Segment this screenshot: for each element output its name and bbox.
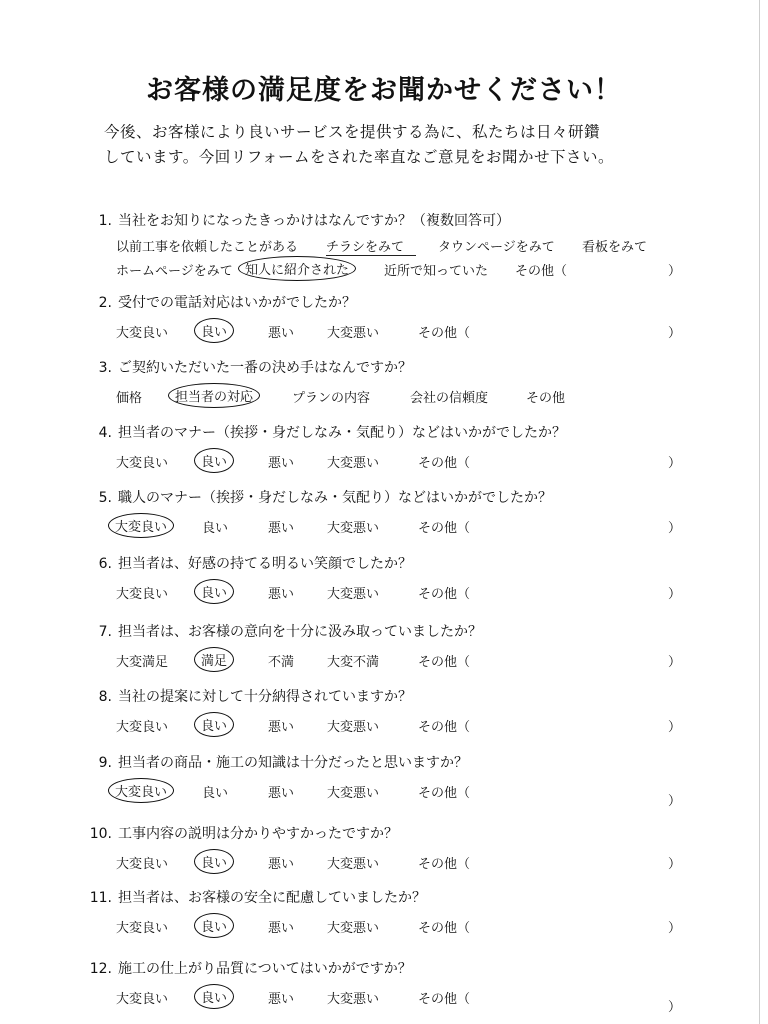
close-paren: ） xyxy=(668,794,682,809)
answer-option[interactable]: 以前工事を依頼したことがある xyxy=(116,240,299,255)
question-10 xyxy=(78,823,398,843)
answer-option[interactable]: 大変良い xyxy=(116,921,169,936)
close-paren: ） xyxy=(668,521,682,536)
answer-option[interactable]: 大変悪い xyxy=(327,521,380,536)
answer-option[interactable]: 悪い xyxy=(268,786,295,801)
close-paren: ） xyxy=(668,587,682,602)
answer-option[interactable]: ホームページをみて xyxy=(116,264,233,279)
question-number: 5. xyxy=(98,490,112,506)
question-number: 12. xyxy=(89,961,112,977)
question-8 xyxy=(78,686,412,706)
answer-option[interactable]: 悪い xyxy=(268,521,295,536)
question-2 xyxy=(78,292,356,312)
answer-option[interactable]: その他（ xyxy=(418,720,471,735)
answer-option-selected[interactable]: 良い xyxy=(194,318,234,343)
close-paren: ） xyxy=(668,326,682,341)
answer-option[interactable]: その他（ xyxy=(515,264,568,279)
answer-option-selected[interactable]: 良い xyxy=(194,712,234,737)
answer-option-selected[interactable]: 良い xyxy=(194,448,234,473)
answer-option[interactable]: チラシをみて xyxy=(326,240,405,255)
answer-option[interactable]: その他（ xyxy=(418,786,471,801)
question-text: 当社をお知りになったきっかけはなんですか？（複数回答可） xyxy=(118,213,510,229)
question-text: 担当者は、お客様の意向を十分に汲み取っていましたか？ xyxy=(118,624,482,640)
question-number: 10. xyxy=(89,826,112,842)
answer-option[interactable]: タウンページをみて xyxy=(438,240,555,255)
question-text: 担当者は、好感の持てる明るい笑顔でしたか？ xyxy=(118,556,412,572)
question-number: 9. xyxy=(98,755,112,771)
intro-line-2: しています。今回リフォームをされた率直なご意見をお聞かせ下さい。 xyxy=(104,148,614,166)
question-text: ご契約いただいた一番の決め手はなんですか？ xyxy=(118,360,412,376)
answer-option[interactable]: 大変悪い xyxy=(327,326,380,341)
answer-option[interactable]: 不満 xyxy=(268,655,295,670)
answer-option[interactable]: 大変悪い xyxy=(327,456,380,471)
question-number: 6. xyxy=(98,556,112,572)
answer-option-selected[interactable]: 満足 xyxy=(194,647,234,672)
question-9 xyxy=(78,752,468,772)
answer-option-selected[interactable]: 大変良い xyxy=(108,778,174,803)
answer-option[interactable]: 大変悪い xyxy=(327,921,380,936)
answer-option[interactable]: 大変悪い xyxy=(327,720,380,735)
question-7 xyxy=(78,621,482,641)
question-4 xyxy=(78,422,566,442)
question-3 xyxy=(78,357,412,377)
question-number: 1. xyxy=(98,213,112,229)
answer-option[interactable]: 大変満足 xyxy=(116,655,169,670)
answer-option[interactable]: 大変悪い xyxy=(327,992,380,1007)
answer-option[interactable]: その他（ xyxy=(418,326,471,341)
question-text: 施工の仕上がり品質についてはいかがですか？ xyxy=(118,961,412,977)
answer-option[interactable]: 大変良い xyxy=(116,857,169,872)
answer-option[interactable]: 悪い xyxy=(268,326,295,341)
answer-option[interactable]: 大変不満 xyxy=(327,655,380,670)
close-paren: ） xyxy=(668,264,682,279)
answer-option[interactable]: 悪い xyxy=(268,857,295,872)
answer-option[interactable]: その他（ xyxy=(418,521,471,536)
close-paren: ） xyxy=(668,655,682,670)
page-title: お客様の満足度をお聞かせください！ xyxy=(146,75,622,106)
answer-option[interactable]: 大変良い xyxy=(116,456,169,471)
question-11 xyxy=(78,887,426,907)
answer-option[interactable]: その他（ xyxy=(418,456,471,471)
answer-option[interactable]: 会社の信頼度 xyxy=(410,391,489,406)
answer-option[interactable]: その他（ xyxy=(418,857,471,872)
question-number: 4. xyxy=(98,425,112,441)
question-text: 受付での電話対応はいかがでしたか？ xyxy=(118,295,356,311)
answer-option[interactable]: 良い xyxy=(202,786,229,801)
intro-line-1: 今後、お客様により良いサービスを提供する為に、私たちは日々研鑽 xyxy=(104,123,601,141)
answer-option[interactable]: 悪い xyxy=(268,456,295,471)
answer-option[interactable]: 看板をみて xyxy=(582,240,648,255)
answer-option[interactable]: その他 xyxy=(526,391,566,406)
answer-option[interactable]: 大変良い xyxy=(116,587,169,602)
answer-option[interactable]: 大変良い xyxy=(116,326,169,341)
question-text: 工事内容の説明は分かりやすかったですか？ xyxy=(118,826,398,842)
answer-option[interactable]: 良い xyxy=(202,521,229,536)
answer-option-selected[interactable]: 良い xyxy=(194,913,234,938)
close-paren: ） xyxy=(668,456,682,471)
question-number: 2. xyxy=(98,295,112,311)
answer-option-selected[interactable]: 大変良い xyxy=(108,513,174,538)
answer-option[interactable]: 大変良い xyxy=(116,992,169,1007)
answer-option[interactable]: 悪い xyxy=(268,720,295,735)
question-text: 担当者は、お客様の安全に配慮していましたか？ xyxy=(118,890,426,906)
answer-option[interactable]: 大変悪い xyxy=(327,786,380,801)
question-number: 8. xyxy=(98,689,112,705)
question-5 xyxy=(78,487,552,507)
question-number: 7. xyxy=(98,624,112,640)
question-text: 当社の提案に対して十分納得されていますか？ xyxy=(118,689,412,705)
answer-option[interactable]: プランの内容 xyxy=(292,391,371,406)
answer-option[interactable]: その他（ xyxy=(418,655,471,670)
answer-option-selected[interactable]: 良い xyxy=(194,579,234,604)
question-1 xyxy=(78,210,510,230)
answer-option-selected[interactable]: 担当者の対応 xyxy=(168,383,260,408)
underline-mark xyxy=(326,255,416,256)
answer-option[interactable]: 悪い xyxy=(268,587,295,602)
close-paren: ） xyxy=(668,921,682,936)
close-paren: ） xyxy=(668,720,682,735)
answer-option[interactable]: 大変悪い xyxy=(327,587,380,602)
answer-option[interactable]: 大変良い xyxy=(116,720,169,735)
answer-option-selected[interactable]: 知人に紹介された xyxy=(238,256,356,281)
answer-option[interactable]: 悪い xyxy=(268,992,295,1007)
close-paren: ） xyxy=(668,1000,682,1015)
question-12 xyxy=(78,958,412,978)
answer-option[interactable]: 悪い xyxy=(268,921,295,936)
question-text: 職人のマナー（挨拶・身だしなみ・気配り）などはいかがでしたか？ xyxy=(118,490,552,506)
answer-option[interactable]: 近所で知っていた xyxy=(384,264,489,279)
page-edge xyxy=(759,0,760,1024)
answer-option[interactable]: 価格 xyxy=(116,391,143,406)
question-6 xyxy=(78,553,412,573)
close-paren: ） xyxy=(668,857,682,872)
answer-option[interactable]: その他（ xyxy=(418,587,471,602)
question-text: 担当者の商品・施工の知識は十分だったと思いますか？ xyxy=(118,755,468,771)
question-number: 11. xyxy=(89,890,112,906)
answer-option-selected[interactable]: 良い xyxy=(194,984,234,1009)
answer-option[interactable]: その他（ xyxy=(418,992,471,1007)
question-text: 担当者のマナー（挨拶・身だしなみ・気配り）などはいかがでしたか？ xyxy=(118,425,566,441)
answer-option[interactable]: 大変悪い xyxy=(327,857,380,872)
answer-option[interactable]: その他（ xyxy=(418,921,471,936)
answer-option-selected[interactable]: 良い xyxy=(194,849,234,874)
question-number: 3. xyxy=(98,360,112,376)
